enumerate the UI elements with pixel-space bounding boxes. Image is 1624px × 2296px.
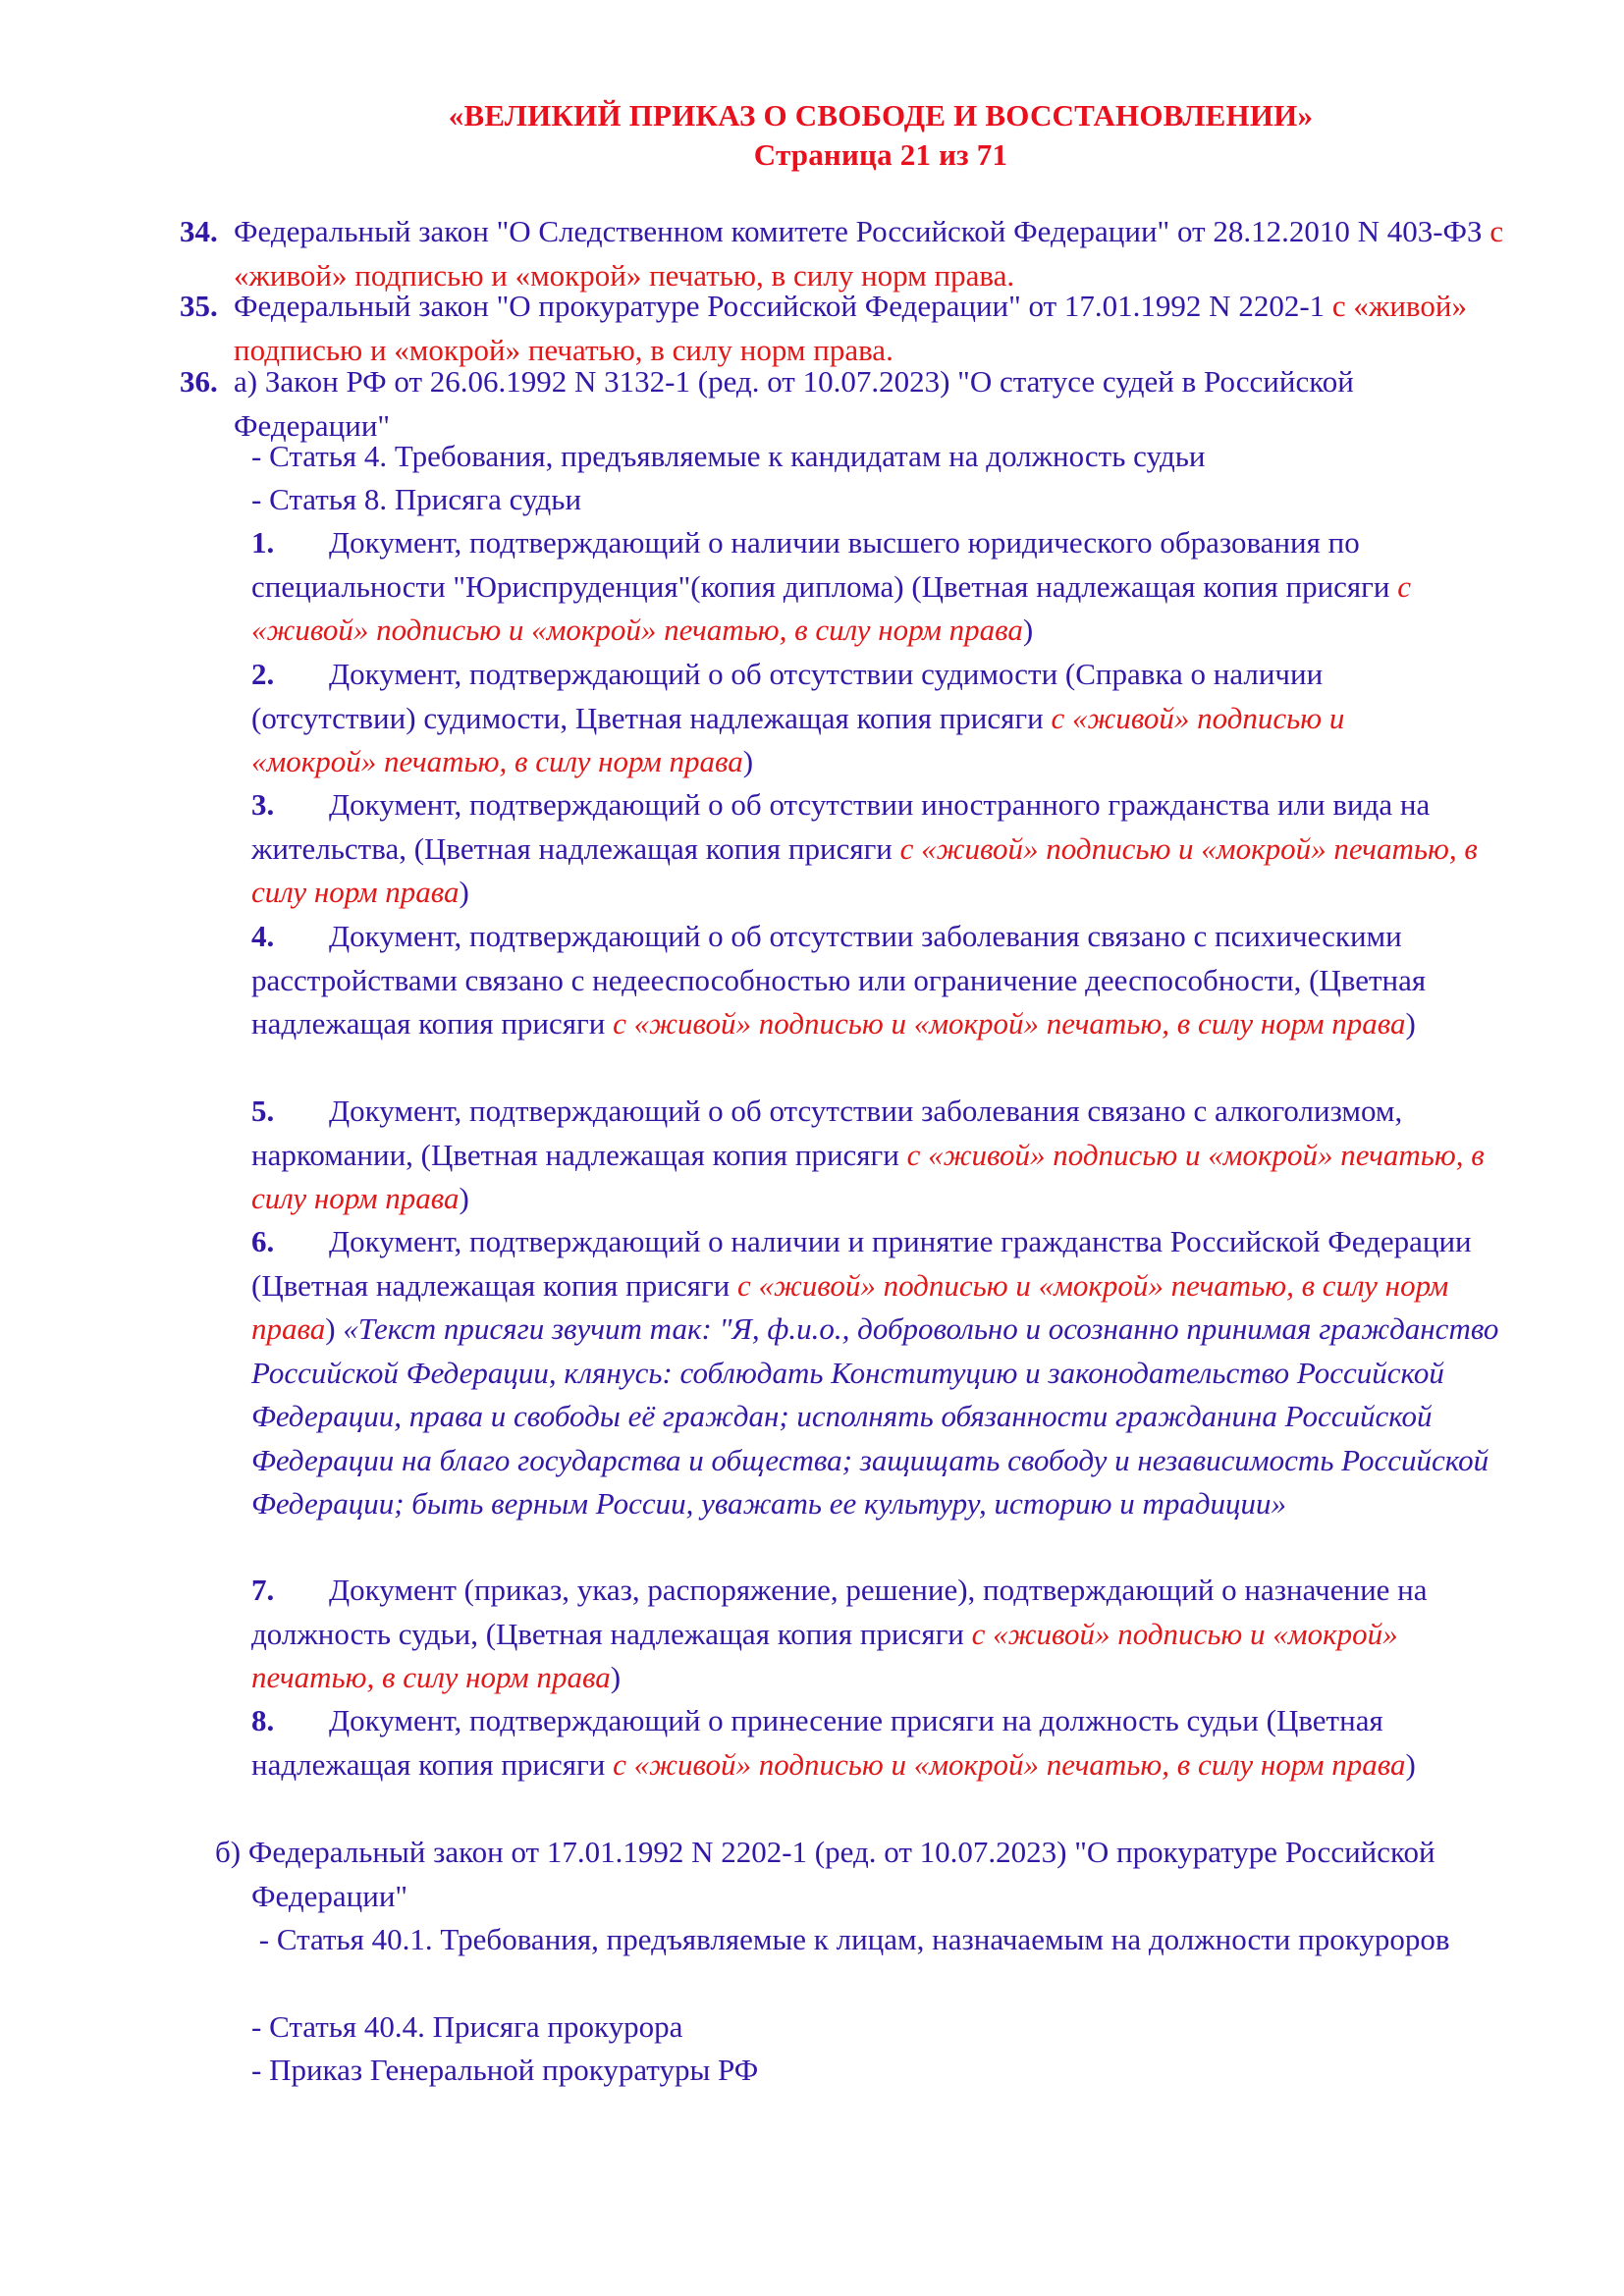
subitem-number: 6. [251,1224,275,1258]
list-item [251,1090,1528,1221]
closing-paren: ) [459,1181,469,1215]
signature-note: с «живой» подписью и «мокрой» печатью, в силу норм права [251,1267,1449,1346]
requirement-text: Документ, подтверждающий о об отсутствии заболевания связано с алкоголизмом, наркомании, (Цветная надлежащая копия присяги [251,1094,1403,1172]
section-a-title: а) Закон РФ от 26.06.1992 N 3132-1 (ред. от 10.07.2023) "О статусе судей в Российской Федерации" [234,364,1354,443]
article-line: - Статья 4. Требования, предъявляемые к кандидатам на должность судьи [251,439,1206,473]
list-item [251,653,1459,784]
requirement-text: Документ (приказ, указ, распоряжение, решение), подтверждающий о назначение на должность судьи, (Цветная надлежащая копия присяги [251,1573,1428,1651]
list-item [251,1220,1528,1526]
closing-paren: ) [610,1660,622,1694]
requirement-text: Документ, подтверждающий о принесение присяги на должность судьи (Цветная надлежащая копия присяги [251,1703,1383,1782]
list-item [251,783,1489,915]
item-number: 34. [180,214,218,248]
subitem-number: 4. [251,919,275,953]
list-item [251,1699,1528,1787]
closing-paren: ) [1405,1746,1416,1782]
list-item [251,521,1528,653]
requirement-text: Документ, подтверждающий о об отсутствии судимости (Справка о наличии (отсутствии) судимости, Цветная надлежащая копия присяги [251,657,1324,735]
signature-note: с «живой» подписью и «мокрой» печатью, в силу норм права [251,700,1345,778]
subitem-number: 3. [251,787,275,822]
list-item [251,1569,1508,1700]
signature-note: с «живой» подписью и «мокрой» печатью, в силу норм права [251,830,1478,909]
requirement-text: Документ, подтверждающий о наличии высшего юридического образования по специальности "Юриспруденция"(копия диплома) (Цветная надлежащая копия присяги [251,525,1398,604]
closing-paren: ) [459,875,469,909]
closing-paren: ) [325,1311,344,1346]
list-item [251,915,1498,1046]
document-title: «ВЕЛИКИЙ ПРИКАЗ О СВОБОДЕ И ВОССТАНОВЛЕНИИ» [448,98,1314,133]
article-line: - Приказ Генеральной прокуратуры РФ [251,2053,759,2087]
article-line: - Статья 40.4. Присяга прокурора [251,2009,683,2044]
requirement-text: Документ, подтверждающий о об отсутствии иностранного гражданства или вида на жительства, (Цветная надлежащая копия присяги [251,787,1431,866]
signature-note: с «живой» подписью и «мокрой» печатью, в силу норм права. [234,289,1467,367]
item-number: 36. [180,364,218,399]
law-reference: Федеральный закон "О прокуратуре Российской Федерации" от 17.01.1992 N 2202-1 [234,289,1326,323]
subitem-number: 8. [251,1703,275,1737]
subitem-number: 5. [251,1094,275,1128]
signature-note: с «живой» подписью и «мокрой» печатью, в силу норм права [251,1137,1485,1215]
subitem-number: 7. [251,1573,275,1607]
article-line: - Статья 8. Присяга судьи [251,482,582,516]
closing-paren: ) [742,744,754,778]
signature-note: с «живой» подписью и «мокрой» печатью, в силу норм права [613,1006,1406,1041]
subitem-number: 2. [251,657,275,691]
law-reference: Федеральный закон "О Следственном комитете Российской Федерации" от 28.12.2010 N 403-ФЗ [234,214,1483,248]
article-line: - Статья 40.1. Требования, предъявляемые к лицам, назначаемым на должности прокуроров [251,1922,1450,1956]
signature-note: с «живой» подписью и «мокрой» печатью, в силу норм права [613,1746,1406,1782]
list-item [234,285,1471,372]
requirement-text: Документ, подтверждающий о об отсутствии заболевания связано с психическими расстройствами связано с недееспособностью или ограничение дееспособности, (Цветная надлежащая копия присяги [251,919,1427,1041]
oath-text: «Текст присяги звучит так: "Я, ф.и.о., добровольно и осознанно принимая гражданство Российской Федерации, клянусь: соблюдать Конституцию и законодательство Российской Федерации, права и свободы её граждан; исполнять обязанности гражданина Российской Федерации на благо государства и общества; защищать свободу и независимость Российской Федерации; быть верным России, уважать ее культуру, историю и традиции» [251,1311,1499,1521]
item-number: 35. [180,289,218,323]
section-b-title: б) Федеральный закон от 17.01.1992 N 2202-1 (ред. от 10.07.2023) "О прокуратуре Российской Федерации" [215,1835,1435,1913]
signature-note: с «живой» подписью и «мокрой» печатью, в силу норм права [251,568,1412,647]
requirement-text: Документ, подтверждающий о наличии и принятие гражданства Российской Федерации (Цветная надлежащая копия присяги [251,1224,1472,1303]
closing-paren: ) [1022,613,1034,647]
subitem-number: 1. [251,525,275,560]
signature-note: с «живой» подписью и «мокрой» печатью, в силу норм права. [234,214,1504,293]
page-indicator: Страница 21 из 71 [753,137,1008,172]
closing-paren: ) [1405,1006,1416,1041]
signature-note: с «живой» подписью и «мокрой» печатью, в силу норм права [251,1616,1398,1694]
